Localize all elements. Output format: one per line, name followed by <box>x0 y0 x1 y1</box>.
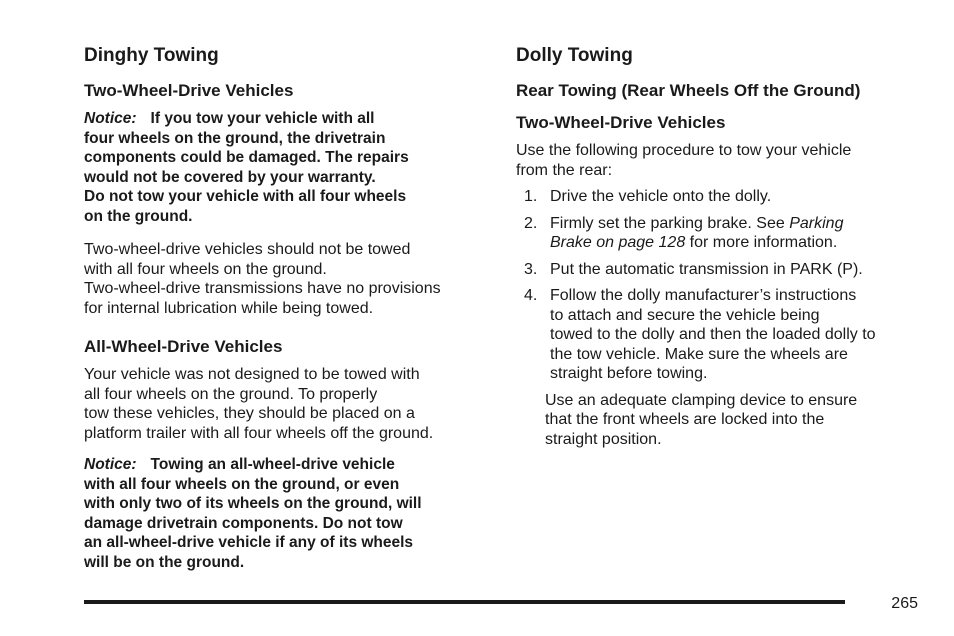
paragraph-line: Use the following procedure to tow your vehicle <box>516 142 852 159</box>
paragraph-two-wheel-drive <box>84 240 484 318</box>
footer-rule <box>84 600 845 604</box>
notice-label: Notice: <box>84 110 137 127</box>
cross-reference-link[interactable]: Parking <box>789 214 844 232</box>
notice-line: If you tow your vehicle with all <box>150 110 375 127</box>
notice-line: damage drivetrain components. Do not tow <box>84 514 403 532</box>
paragraph-line: Use an adequate clamping device to ensure <box>545 391 858 409</box>
paragraph-line: Your vehicle was not designed to be towed with <box>84 366 420 383</box>
paragraph-clamping-note <box>545 391 926 450</box>
list-item <box>516 286 926 384</box>
notice-line: Towing an all-wheel-drive vehicle <box>150 456 395 473</box>
paragraph-line: tow these vehicles, they should be placed on a <box>84 405 415 422</box>
step-text: Firmly set the parking brake. See <box>550 214 790 232</box>
notice-line: will be on the ground. <box>84 553 245 571</box>
paragraph-intro <box>516 141 926 180</box>
list-item <box>516 214 926 253</box>
paragraph-line: that the front wheels are locked into the <box>545 411 825 428</box>
step-number: 2. <box>524 214 538 232</box>
notice-line: Do not tow your vehicle with all four wheels <box>84 188 407 205</box>
step-number: 1. <box>524 188 538 205</box>
paragraph-line: from the rear: <box>516 161 613 179</box>
step-text: Drive the vehicle onto the dolly. <box>550 188 772 205</box>
notice-line: four wheels on the ground, the drivetrain <box>84 129 386 147</box>
paragraph-line: straight position. <box>545 430 662 448</box>
paragraph-all-wheel-drive <box>84 365 484 443</box>
subheading-two-wheel-drive-vehicles: Two-Wheel-Drive Vehicles <box>516 113 726 132</box>
subheading-rear-towing: Rear Towing (Rear Wheels Off the Ground) <box>516 81 861 100</box>
section-title-dolly-towing: Dolly Towing <box>516 45 633 66</box>
paragraph-line: Two-wheel-drive transmissions have no provisions <box>84 280 441 297</box>
notice-block-1 <box>84 109 484 226</box>
right-column <box>516 44 926 461</box>
subheading-all-wheel-drive: All-Wheel-Drive Vehicles <box>84 337 283 356</box>
list-item <box>516 187 926 207</box>
notice-line: components could be damaged. The repairs <box>84 149 409 166</box>
list-item <box>516 260 926 280</box>
step-number: 4. <box>524 287 538 304</box>
step-text: straight before towing. <box>550 365 708 382</box>
notice-line: on the ground. <box>84 207 193 225</box>
notice-line: with only two of its wheels on the ground, will <box>84 495 422 512</box>
step-text: for more information. <box>685 234 838 251</box>
paragraph-line: all four wheels on the ground. To properly <box>84 385 378 403</box>
left-column <box>84 44 484 586</box>
notice-line: would not be covered by your warranty. <box>84 168 376 186</box>
cross-reference-link[interactable]: Brake on page 128 <box>550 234 686 251</box>
page-number: 265 <box>891 595 918 612</box>
paragraph-line: Two-wheel-drive vehicles should not be towed <box>84 241 411 258</box>
section-title-dinghy-towing: Dinghy Towing <box>84 45 219 66</box>
subheading-two-wheel-drive: Two-Wheel-Drive Vehicles <box>84 81 294 100</box>
notice-line: with all four wheels on the ground, or even <box>84 475 400 493</box>
step-text: Follow the dolly manufacturer’s instructions <box>550 287 857 304</box>
step-text: the tow vehicle. Make sure the wheels are <box>550 345 848 363</box>
notice-label: Notice: <box>84 456 137 473</box>
procedure-list <box>516 187 926 384</box>
step-text: to attach and secure the vehicle being <box>550 306 820 324</box>
notice-block-2 <box>84 455 484 572</box>
paragraph-line: with all four wheels on the ground. <box>84 260 327 278</box>
paragraph-line: platform trailer with all four wheels off the ground. <box>84 424 434 442</box>
step-text: Put the automatic transmission in PARK (P). <box>550 260 863 278</box>
step-number: 3. <box>524 260 538 278</box>
step-text: towed to the dolly and then the loaded dolly to <box>550 326 876 343</box>
notice-line: an all-wheel-drive vehicle if any of its wheels <box>84 534 414 551</box>
paragraph-line: for internal lubrication while being towed. <box>84 299 374 317</box>
